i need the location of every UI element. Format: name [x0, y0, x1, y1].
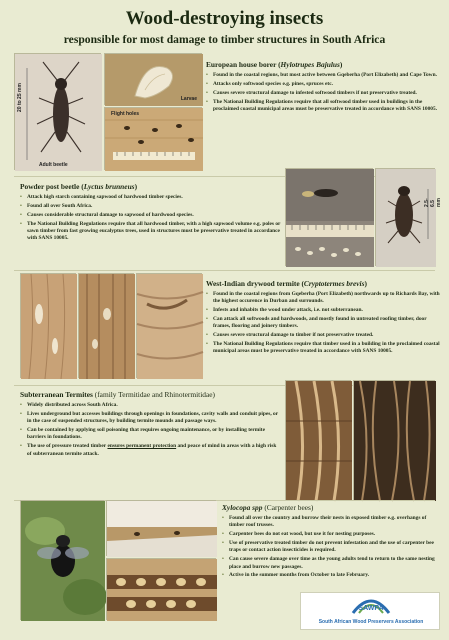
carpenter-bee-photo: [20, 500, 104, 620]
list-item: • Can be contained by applying soil poisoning that requires ongoing maintenance, or by installing termite barriers in foundations.: [20, 427, 282, 442]
list-item: • Causes considerable structural damage to sapwood of hardwood species.: [20, 212, 282, 219]
list-item: • Widely distributed across South Africa.: [20, 402, 282, 409]
list-item: [20, 443, 282, 458]
house-borer-latin: Hylotrupes Bajulus: [280, 60, 340, 69]
list-item: • Attack high starch containing sapwood of hardwood timber species.: [20, 194, 282, 201]
list-item: • Lives underground but accesses buildings through openings in foundations, cavity walls and conduit pipes, or in the case of suspended structures, by building termite mounds and passage ways.: [20, 411, 282, 426]
subterranean-last-underline: ensures permanent protection: [107, 443, 177, 450]
drywood-section: West-Indian drywood termite (Cryptotermes brevis) • Found in the coastal regions from Gqeberha (Port Elizabeth) northwards up to Richards Bay, with the highest occurence in Durban and surrounds. • Infests and inhabits the wood under attack, i.e. not subterranean. • Can attack all softwoods and hardwoods, and mostly found in untreated roofing timber, door frames, flooring and joinery timbers. • Causes severe structural damage to timber if not preservative treated. • The National Building Regulations require that timber used in a building in the proclaimed coastal municipal areas must be preservative treated in accordance with SANS 10005.: [206, 279, 440, 357]
carpenter-section: [222, 503, 438, 581]
list-item: • Attacks only softwood species e.g. pines, spruces etc.: [206, 81, 440, 88]
subterranean-family: (family Termitidae and Rhinotermitidae): [94, 390, 215, 399]
powder-post-section: Powder post beetle (Lyctus brunneus) • Attack high starch containing sapwood of hardwood timber species. • Found all over South Africa. • Causes considerable structural damage to sapwood of hardwood species. • The National Building Regulations require that all hardwood timber, with a high sapwood volume e.g. poles or sawn timber from fast growing eucalyptus trees, used in structures must be preservative treated in accordance with SANS 10005.: [20, 182, 282, 244]
powder-post-beetle-photo: [375, 168, 442, 266]
list-item: • Carpenter bees do not eat wood, but use it for nesting purposes.: [222, 531, 438, 538]
drywood-termite-photo-3: [136, 273, 202, 378]
list-item: • The National Building Regulations require that timber used in a building in the proclaimed coastal municipal areas must be preservative treated in accordance with SANS 10005.: [206, 341, 440, 356]
subterranean-last-pre: The use of pressure treated timber: [27, 443, 108, 450]
list-item: • Active in the summer months from October to late February.: [222, 572, 438, 579]
larvae-photo: [104, 53, 202, 105]
subterranean-termite-photo-1: [285, 380, 351, 500]
house-borer-adult-photo: [14, 53, 101, 170]
sawpa-logo: [300, 592, 440, 630]
list-item: • Causes severe structural damage to infested softwood timbers if not preservative treated.: [206, 90, 440, 97]
divider: [14, 270, 435, 271]
carpenter-bee-nest-photo-2: [106, 558, 216, 620]
drywood-termite-photo-2: [78, 273, 134, 378]
drywood-heading: West-Indian drywood termite: [206, 279, 300, 288]
carpenter-common: (Carpenter bees): [264, 503, 314, 512]
powder-post-damage-photo: [285, 168, 373, 266]
list-item: • Use of preservative treated timber do not prevent infestation and the use of carpenter bee traps or contact action insecticides is required.: [222, 540, 438, 555]
drywood-termite-photo-1: [20, 273, 76, 378]
scale-label: 20 to 25 mm: [17, 83, 23, 112]
logo-org: South African Wood Preservers Association: [318, 619, 424, 625]
flight-holes-photo: [104, 107, 202, 170]
list-item: • Found all over South Africa.: [20, 203, 282, 210]
carpenter-list: [222, 515, 438, 580]
subterranean-termite-photo-2: [353, 380, 435, 500]
powder-post-latin: Lyctus brunneus: [83, 182, 135, 191]
list-item: • Causes severe structural damage to timber if not preservative treated.: [206, 332, 440, 339]
subterranean-heading: Subterranean Termites: [20, 390, 93, 399]
house-borer-heading: European house borer: [206, 60, 277, 69]
subterranean-list: [20, 402, 282, 458]
house-borer-section: European house borer (Hylotrupes Bajulus) • Found in the coastal regions, but most active between Gqeberha (Port Elizabeth) and Cape Town. • Attacks only softwood species e.g. pines, spruces etc. • Causes severe structural damage to infested softwood timbers if not preservative treated. • The National Building Regulations require that all softwood timber used in buildings in the proclaimed coastal municipal areas must be preservative treated in accordance with SANS 10005.: [206, 60, 440, 115]
powder-post-heading: Powder post beetle: [20, 182, 80, 191]
list-item: • Infests and inhabits the wood under attack, i.e. not subterranean.: [206, 307, 440, 314]
subterranean-last-post: and peace of mind in areas with a high risk of subterranean termite attack.: [27, 443, 277, 457]
page-subtitle: responsible for most damage to timber structures in South Africa: [63, 33, 386, 46]
list-item: • Found in the coastal regions, but most active between Gqeberha (Port Elizabeth) and Cape Town.: [206, 72, 440, 79]
list-item: • Can cause severe damage over time as the young adults tend to return to the same nesting place and burrow new passages.: [222, 556, 438, 571]
list-item: • Can attack all softwoods and hardwoods, and mostly found in untreated roofing timber, door frames, flooring and joinery timbers.: [206, 316, 440, 331]
drywood-list: [206, 291, 440, 356]
flight-holes-caption: Flight holes: [111, 111, 140, 117]
house-borer-list: [206, 72, 440, 113]
larvae-caption: Larvae: [180, 96, 197, 102]
list-item: • Found in the coastal regions from Gqeberha (Port Elizabeth) northwards up to Richards Bay, with the highest occurence in Durban and surrounds.: [206, 291, 440, 306]
adult-beetle-caption: Adult beetle: [39, 162, 68, 168]
drywood-latin: Cryptotermes brevis: [303, 279, 365, 288]
powder-post-scale-label: 2.5-6.5 mm: [424, 198, 442, 207]
carpenter-heading: Xylocopa spp: [222, 503, 263, 512]
page-title: Wood-destroying insects: [125, 8, 324, 29]
subterranean-section: [20, 390, 282, 459]
logo-abbr: SAWPA: [358, 605, 384, 612]
list-item: • The National Building Regulations require that all hardwood timber, with a high sapwood volume e.g. poles or sawn timber from fast growing eucalyptus trees, used in structures must be preservative treated in accordance with SANS 10005.: [20, 221, 282, 243]
powder-post-list: [20, 194, 282, 243]
list-item: • Found all over the country and burrow their nests in exposed timber e.g. overhangs of timber roof trusses.: [222, 515, 438, 530]
carpenter-bee-nest-photo-1: [106, 500, 216, 556]
list-item: • The National Building Regulations require that all softwood timber used in buildings in the proclaimed coastal municipal areas must be preservative treated in accordance with SANS 10005.: [206, 99, 440, 114]
